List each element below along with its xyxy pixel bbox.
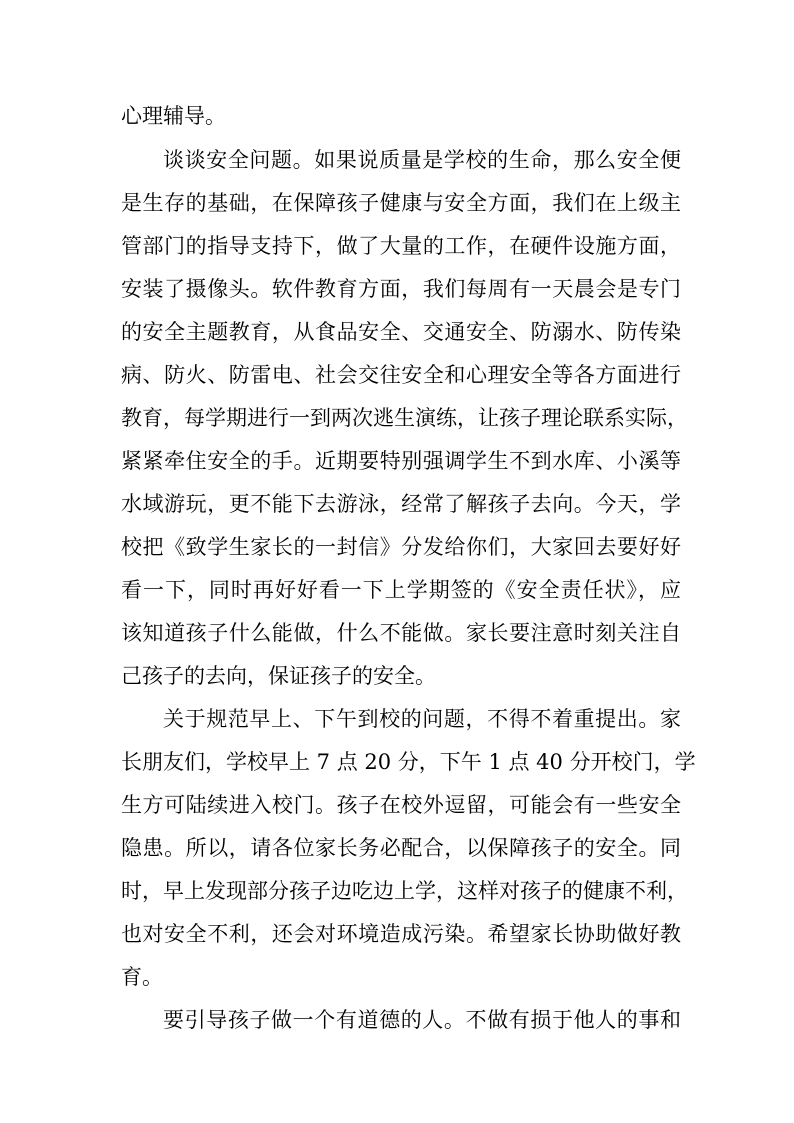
text-line: 的安全主题教育，从食品安全、交通安全、防溺水、防传染 — [121, 320, 681, 344]
text-line: 校把《致学生家长的一封信》分发给你们，大家回去要好好 — [121, 535, 681, 559]
text-line: 时，早上发现部分孩子边吃边上学，这样对孩子的健康不利， — [121, 879, 688, 903]
text-line: 看一下，同时再好好看一下上学期签的《安全责任状》，应 — [121, 578, 681, 602]
text-line: 心理辅导。 — [121, 104, 226, 128]
paragraph-first-line: 要引导孩子做一个有道德的人。不做有损于他人的事和 — [163, 1008, 681, 1032]
text-line: 是生存的基础，在保障孩子健康与安全方面，我们在上级主 — [121, 191, 681, 215]
text-line: 安装了摄像头。软件教育方面，我们每周有一天晨会是专门 — [121, 277, 681, 301]
text-line: 育。 — [121, 965, 163, 989]
text-line: 长朋友们，学校早上 7 点 20 分，下午 1 点 40 分开校门，学 — [121, 750, 696, 774]
text-line: 管部门的指导支持下，做了大量的工作，在硬件设施方面， — [121, 234, 681, 258]
paragraph-first-line: 谈谈安全问题。如果说质量是学校的生命，那么安全便 — [163, 148, 681, 172]
text-line: 病、防火、防雷电、社会交往安全和心理安全等各方面进行 — [121, 363, 681, 387]
text-line: 也对安全不利，还会对环境造成污染。希望家长协助做好教 — [121, 922, 681, 946]
text-line: 紧紧牵住安全的手。近期要特别强调学生不到水库、小溪等 — [121, 449, 681, 473]
text-line: 水域游玩，更不能下去游泳，经常了解孩子去向。今天，学 — [121, 492, 681, 516]
text-line: 教育，每学期进行一到两次逃生演练，让孩子理论联系实际， — [121, 406, 688, 430]
text-line: 该知道孩子什么能做，什么不能做。家长要注意时刻关注自 — [121, 621, 681, 645]
paragraph-first-line: 关于规范早上、下午到校的问题，不得不着重提出。家 — [163, 707, 681, 731]
text-line: 隐患。所以，请各位家长务必配合，以保障孩子的安全。同 — [121, 836, 681, 860]
text-line: 己孩子的去向，保证孩子的安全。 — [121, 664, 436, 688]
text-line: 生方可陆续进入校门。孩子在校外逗留，可能会有一些安全 — [121, 793, 681, 817]
